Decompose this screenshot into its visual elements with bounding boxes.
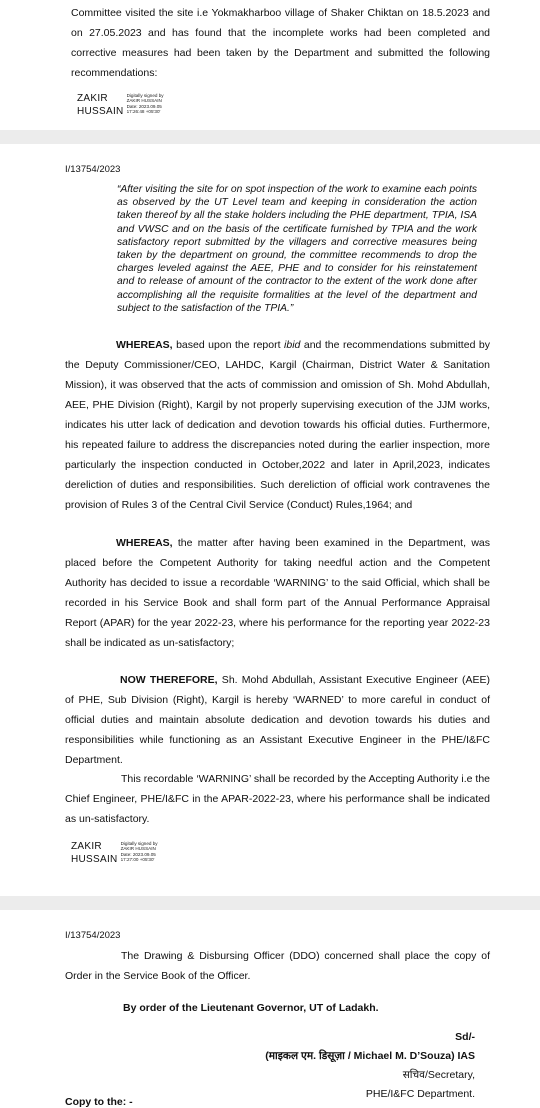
signature-meta: Digitally signed by ZAKIR HUSSAIN Date: 2023.09.05 17:26:48 +05'30' (126, 93, 164, 115)
copy-to-heading: Copy to the: - (65, 1096, 133, 1108)
signatory-name: (माइकल एम. डिसूज़ा / Michael M. D’Souza) IAS (265, 1050, 475, 1062)
page-separator (0, 130, 540, 144)
signatory-block (265, 1028, 475, 1104)
sd-mark: Sd/- (455, 1031, 475, 1043)
now-therefore-paragraph: NOW THEREFORE, Sh. Mohd Abdullah, Assistant Executive Engineer (AEE) of PHE, Sub Division (Right), Kargil is hereby ‘WARNED’ to more careful in conduct of official duties and maintain absolute dedication and devotion towards his duties and responsibilities while functioning as an Assistant Executive Engineer in the PHE/I&FC Department. (65, 674, 491, 766)
recordable-warning-paragraph: This recordable ‘WARNING’ shall be recorded by the Accepting Authority i.e the Chief Engineer, PHE/I&FC in the APAR-2022-23, where his performance shall be indicated as un-satisfactory. (65, 773, 490, 825)
digital-signature (77, 92, 164, 118)
recommendation-intro-paragraph: Committee visited the site i.e Yokmakharboo village of Shaker Chiktan on 18.5.2023 and on 27.05.2023 and has found that the incomplete works had been completed and corrective measures had been taken by the Department and submitted the following recommendations: (71, 7, 490, 79)
ddo-paragraph: The Drawing & Disbursing Officer (DDO) concerned shall place the copy of Order in the Service Book of the Officer. (65, 950, 490, 982)
whereas-paragraph-2: WHEREAS, the matter after having been examined in the Department, was placed before the Competent Authority for taking needful action and the Competent Authority has decided to issue a recordable ‘WARNING’ to the said Official, which shall be recorded in his Service Book and shall form part of the Annual Performance Appraisal Report (APAR) for the year 2022-23, where his performance for the reporting year 2022-23 shall be indicated as un-satisfactory; (65, 537, 490, 649)
signatory-department: PHE/I&FC Department. (365, 1088, 475, 1100)
signatory-designation: सचिव/Secretary, (402, 1069, 475, 1081)
signature-name: ZAKIR HUSSAIN (71, 841, 118, 865)
page-separator (0, 896, 540, 910)
reference-number: I/13754/2023 (65, 930, 121, 941)
document-page-1 (0, 0, 540, 130)
whereas-paragraph-1: WHEREAS, based upon the report ibid and the recommendations submitted by the Deputy Commissioner/CEO, LAHDC, Kargil (Chairman, District Water & Sanitation Mission), it was observed that the acts of commission and omission of Sh. Mohd Abdullah, AEE, PHE Division (Right), Kargil by not properly supervising execution of the JJM works, indicates his utter lack of dedication and devotion towards his official duties. Furthermore, his repeated failure to address the discrepancies noted during the earlier inspection, more particularly the inspection conducted in October,2022 and later in April,2023, indicates dereliction of duties and responsibilities. Such dereliction of official work contravenes the provision of Rules 3 of the Central Civil Service (Conduct) Rules,1964; and (65, 339, 490, 511)
digital-signature (71, 840, 158, 866)
reference-number: I/13754/2023 (65, 164, 121, 175)
signature-meta: Digitally signed by ZAKIR HUSSAIN Date: 2023.09.05 17:27:00 +05'30' (120, 841, 158, 863)
committee-quote: “After visiting the site for on spot inspection of the work to examine each points as observed by the UT Level team and keeping in consideration the action taken thereof by all the stake holders including the PHE department, TPIA, ISA and VWSC and on the basis of the certificate furnished by TPIA and the work satisfactory report submitted by the villagers and corrective measures being taken by the department on ground, the committee recommends to drop the charges leveled against the AEE, PHE and to consider for his reinstatement and to release of amount of the contractor to the extent of the work done after accomplishing all the requisite formalities at the level of the department and subject to the satisfaction of the TPIA.” (117, 184, 477, 314)
by-order-line: By order of the Lieutenant Governor, UT of Ladakh. (123, 1002, 379, 1014)
signature-name: ZAKIR HUSSAIN (77, 93, 124, 117)
